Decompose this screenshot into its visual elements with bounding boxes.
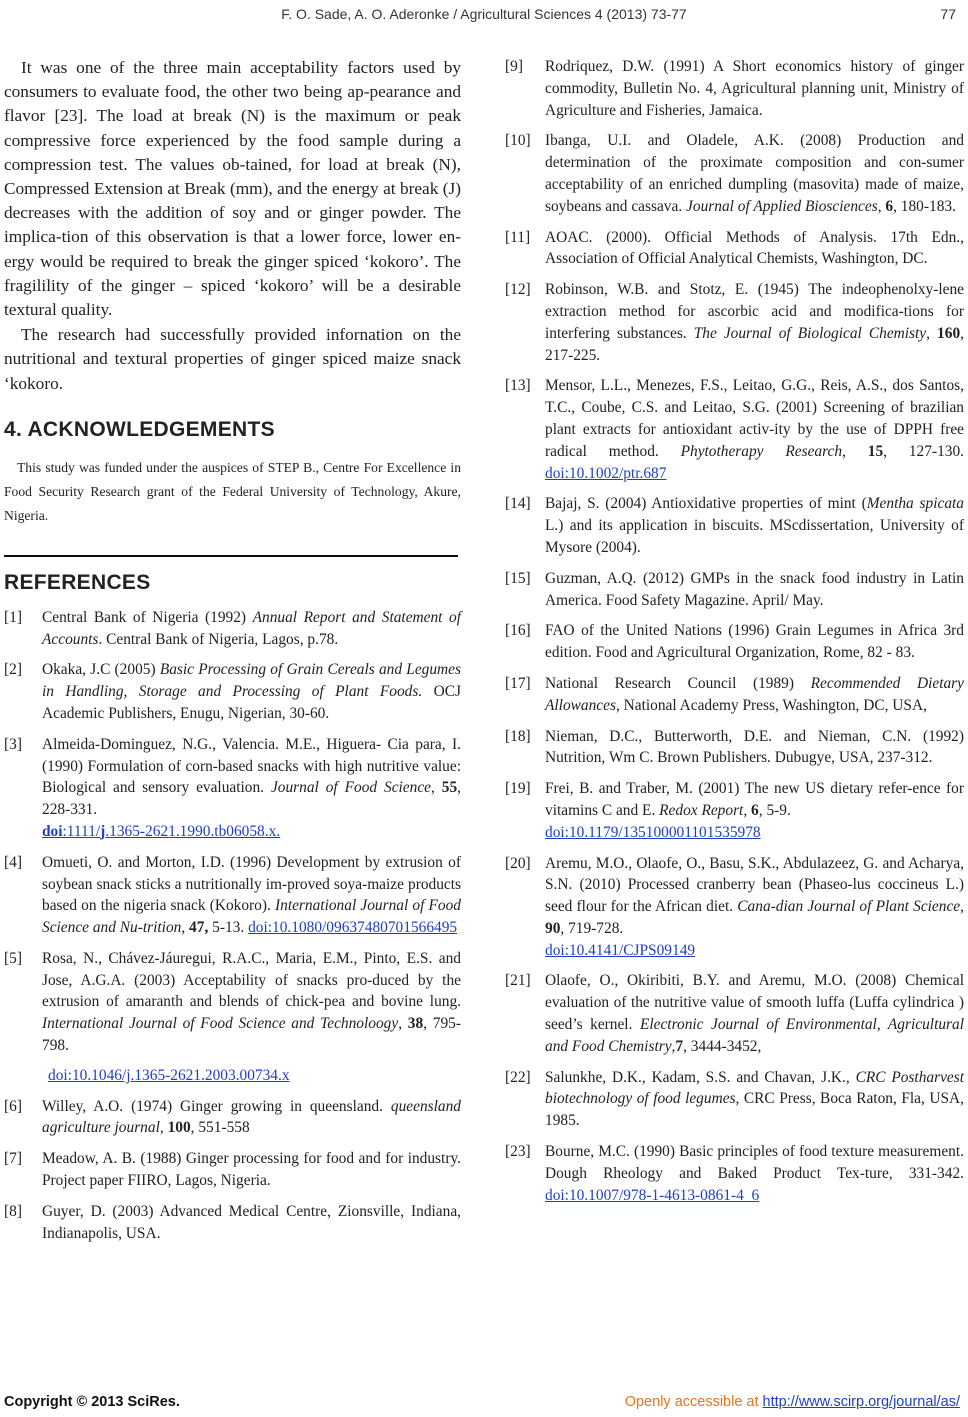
page-number: 77 xyxy=(940,6,956,22)
reference-number: [21] xyxy=(505,972,531,990)
reference-item: [19] Frei, B. and Traber, M. (2001) The new US dietary refer-ence for vitamins C and E. Redox Report, 6, 5-9. doi:10.1179/135100001101535978 xyxy=(505,780,964,841)
reference-number: [6] xyxy=(4,1097,22,1115)
reference-number: [18] xyxy=(505,727,531,745)
reference-number: [15] xyxy=(505,569,531,587)
doi-link[interactable]: doi:10.1007/978-1-4613-0861-4_6 xyxy=(545,1186,760,1204)
reference-number: [12] xyxy=(505,281,531,299)
doi-link[interactable]: doi:10.1080/09637480701566495 xyxy=(248,919,458,937)
reference-item: [5] Rosa, N., Chávez-Jáuregui, R.A.C., Maria, E.M., Pinto, E.S. and Jose, A.G.A. (2003) Acceptability of snacks pro-duced by the extrusion of amaranth and blends of chick-pea and bovine lung. International Journal of Food Science and Technoloogy, 38, 795-798. doi:10.1046/j.1365-2621.2003.00734.x xyxy=(4,949,461,1084)
journal-link[interactable]: http://www.scirp.org/journal/as/ xyxy=(762,1394,960,1410)
doi-link[interactable]: doi:10.4141/CJPS09149 xyxy=(545,941,696,959)
body-paragraph: The research had successfully provided infornation on the nutritional and textural properties of ginger spiced maize snack ‘kokoro. xyxy=(4,325,461,393)
reference-item: [4] Omueti, O. and Morton, I.D. (1996) Development by extrusion of soybean snack sticks a nutritionally im-proved soya-maize products based on the nigeria snack (Kokoro). International Journal of Food Science and Nu-trition, 47, 5-13. doi:10.1080/09637480701566495 xyxy=(4,853,461,937)
doi-link[interactable]: doi:1111/j.1365-2621.1990.tb06058.x. xyxy=(42,822,281,840)
reference-item: [6] Willey, A.O. (1974) Ginger growing in queensland. queensland agriculture journal, 100, 551-558 xyxy=(4,1097,461,1137)
reference-item: [18] Nieman, D.C., Butterworth, D.E. and Nieman, C.N. (1992) Nutrition, Wm C. Brown Publishers. Dubugye, USA, 237-312. xyxy=(505,727,964,767)
reference-item: [16] FAO of the United Nations (1996) Grain Legumes in Africa 3rd edition. Food and Agricultural Organization, Rome, 82 - 83. xyxy=(505,622,964,662)
reference-item: [10] Ibanga, U.I. and Oladele, A.K. (2008) Production and determination of the proximate composition and con-sumer acceptability of an enriched dumpling (masovita) made of maize, soybeans and cassava. Journal of Applied Biosciences, 6, 180-183. xyxy=(505,132,964,215)
running-title: F. O. Sade, A. O. Aderonke / Agricultural Sciences 4 (2013) 73-77 xyxy=(281,6,687,22)
reference-number: [17] xyxy=(505,674,531,692)
doi-link[interactable]: doi:10.1002/ptr.687 xyxy=(545,464,667,482)
reference-item: [2] Okaka, J.C (2005) Basic Processing of Grain Cereals and Legumes in Handling, Storage and Processing of Plant Foods. OCJ Academic Publishers, Enugu, Nigerian, 30-60. xyxy=(4,661,461,722)
reference-number: [22] xyxy=(505,1068,531,1086)
acknowledgements-text: This study was funded under the auspices of STEP B., Centre For Excellence in Food Security Research grant of the Federal University of Technology, Akure, Nigeria. xyxy=(4,459,461,524)
reference-number: [20] xyxy=(505,854,531,872)
reference-item: [7] Meadow, A. B. (1988) Ginger processing for food and for industry. Project paper FIIRO, Lagos, Nigeria. xyxy=(4,1150,461,1190)
doi-link[interactable]: doi:10.1179/135100001101535978 xyxy=(545,823,761,841)
reference-number: [7] xyxy=(4,1150,22,1168)
reference-item: [14] Bajaj, S. (2004) Antioxidative properties of mint (Mentha spicata L.) and its application in biscuits. MScdissertation, University of Mysore (2004). xyxy=(505,495,964,556)
reference-item: [1] Central Bank of Nigeria (1992) Annual Report and Statement of Accounts. Central Bank of Nigeria, Lagos, p.78. xyxy=(4,608,461,648)
reference-item: [13] Mensor, L.L., Menezes, F.S., Leitao, G.G., Reis, A.S., dos Santos, T.C., Coube, C.S. and Leitao, S.G. (2001) Screening of brazilian plant extracts for antioxidant activ-ity by the use of DPPH free radical method. Phytotherapy Research, 15, 127-130. doi:10.1002/ptr.687 xyxy=(505,377,965,482)
reference-number: [14] xyxy=(505,495,531,513)
reference-item: [21] Olaofe, O., Okiribiti, B.Y. and Aremu, M.O. (2008) Chemical evaluation of the nutritive value of smooth luffa (Luffa cylindrica ) seed’s kernel. Electronic Journal of Environmental, Agricultural and Food Chemistry,7, 3444-3452, xyxy=(505,972,965,1055)
reference-number: [1] xyxy=(4,608,22,626)
reference-number: [16] xyxy=(505,622,531,640)
reference-item: [9] Rodriquez, D.W. (1991) A Short economics history of ginger commodity, Bulletin No. 4, Agricultural planning unit, Ministry of Agriculture and Fisheries, Jamaica. xyxy=(505,58,964,119)
reference-number: [4] xyxy=(4,853,22,871)
open-access-notice: Openly accessible at http://www.scirp.org/journal/as/ xyxy=(624,1394,960,1410)
reference-item: [15] Guzman, A.Q. (2012) GMPs in the snack food industry in Latin America. Food Safety Magazine. April/ May. xyxy=(505,569,964,609)
reference-number: [10] xyxy=(505,132,531,150)
copyright-notice: Copyright © 2013 SciRes. xyxy=(4,1394,180,1410)
references-heading: REFERENCES xyxy=(4,570,151,594)
reference-number: [8] xyxy=(4,1202,22,1220)
section-divider xyxy=(4,555,458,557)
reference-item: [22] Salunkhe, D.K., Kadam, S.S. and Chavan, J.K., CRC Postharvest biotechnology of food legumes, CRC Press, Boca Raton, Fla, USA, 1985. xyxy=(505,1068,964,1130)
reference-item: [8] Guyer, D. (2003) Advanced Medical Centre, Zionsville, Indiana, Indianapolis, USA. xyxy=(4,1202,461,1242)
left-column xyxy=(4,56,461,1253)
page-footer xyxy=(0,1394,968,1416)
reference-item: [23] Bourne, M.C. (1990) Basic principles of food texture measurement. Dough Rheology and Baked Product Tex-ture, 331-342. doi:10.1007/978-1-4613-0861-4_6 xyxy=(505,1143,964,1204)
reference-number: [5] xyxy=(4,949,22,967)
acknowledgements-heading: 4. ACKNOWLEDGEMENTS xyxy=(4,417,275,441)
reference-item: [3] Almeida-Dominguez, N.G., Valencia. M.E., Higuera- Cia para, I. (1990) Formulation of corn-based snacks with high nutritive value: Biological and sensory evaluation. Journal of Food Science, 55, 228-331. doi:1111/j.1365-2621.1990.tb06058.x. xyxy=(4,734,461,843)
reference-number: [11] xyxy=(505,228,531,246)
reference-number: [9] xyxy=(505,58,523,75)
reference-item: [17] National Research Council (1989) Recommended Dietary Allowances, National Academy Press, Washington, DC, USA, xyxy=(505,674,964,714)
reference-number: [3] xyxy=(4,735,22,753)
reference-number: [23] xyxy=(505,1143,531,1161)
doi-link[interactable]: doi:10.1046/j.1365-2621.2003.00734.x xyxy=(48,1066,290,1084)
reference-item: [20] Aremu, M.O., Olaofe, O., Basu, S.K., Abdulazeez, G. and Acharya, S.N. (2010) Processed cranberry bean (Phaseo-lus coccineus L.) seed flour for the African diet. Cana-dian Journal of Plant Science, 90, 719-728. doi:10.4141/CJPS09149 xyxy=(505,854,964,959)
reference-item: [11] AOAC. (2000). Official Methods of Analysis. 17th Edn., Association of Official Analytical Chemists, Washington, DC. xyxy=(505,228,964,268)
body-paragraph: It was one of the three main acceptability factors used by consumers to evaluate food, the other two being ap-pearance and flavor [23]. The load at break (N) is the maximum or peak compressive force experienced by the food sample during a compression test. The values ob-tained, for load at break (N), Compressed Extension at Break (mm), and the energy at break (J) decreases with the addition of soy and or ginger powder. The implica-tion of this observation is that a lower force, lower en-ergy would be required to break the ginger spiced ‘kokoro’. The fragilility of the ginger – spiced ‘kokoro’ will be a desirable textural quality. xyxy=(4,58,461,320)
reference-number: [13] xyxy=(505,377,531,395)
right-column xyxy=(505,56,964,1215)
reference-number: [19] xyxy=(505,780,531,798)
running-header xyxy=(0,4,968,26)
reference-item: [12] Robinson, W.B. and Stotz, E. (1945) The indeophenolxy-lene extraction method for ascorbic acid and modifica-tions for interfering substances. The Journal of Biological Chemisty, 160, 217-225. xyxy=(505,281,964,364)
reference-number: [2] xyxy=(4,661,22,679)
